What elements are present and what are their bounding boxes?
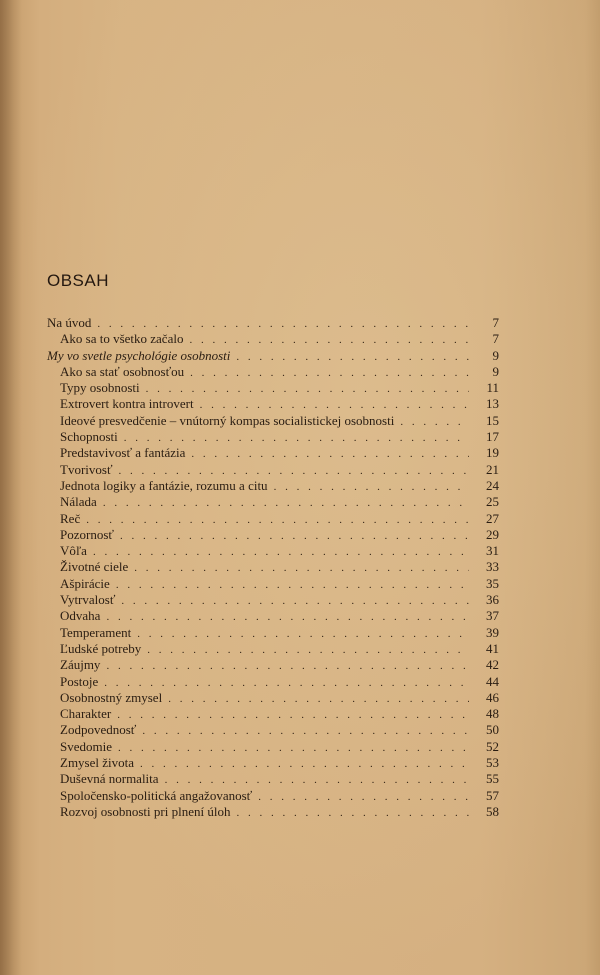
toc-entry-title: Svedomie	[60, 738, 112, 754]
toc-entry-page: 35	[486, 575, 499, 591]
toc-leader-dots	[168, 691, 469, 707]
toc-entry-page: 41	[486, 640, 499, 656]
toc-entry-title: Ako sa to všetko začalo	[60, 331, 184, 347]
toc-entry-page: 48	[486, 706, 499, 722]
toc-leader-dots	[400, 414, 469, 430]
toc-leader-dots	[236, 805, 469, 821]
toc-entry-title: Postoje	[60, 673, 99, 689]
toc-entry	[47, 429, 499, 445]
toc-leader-dots	[140, 756, 469, 772]
toc-entry	[47, 462, 499, 478]
toc-entry	[47, 331, 499, 347]
toc-leader-dots	[147, 642, 469, 658]
toc-entry-page: 15	[486, 412, 499, 428]
toc-leader-dots	[116, 577, 469, 593]
toc-entry-title: Ako sa stať osobnosťou	[60, 363, 185, 379]
toc-leader-dots	[165, 772, 469, 788]
toc-entry-page: 33	[486, 559, 499, 575]
toc-entry-page: 57	[486, 787, 499, 803]
toc-entry-title: Zodpovednosť	[60, 722, 137, 738]
toc-entry-title: Zmysel života	[60, 755, 135, 771]
toc-leader-dots	[97, 316, 469, 332]
toc-entry-page: 9	[492, 347, 499, 363]
toc-list	[47, 315, 499, 820]
toc-entry-page: 39	[486, 624, 499, 640]
toc-entry-title: Charakter	[60, 706, 112, 722]
toc-entry-page: 7	[492, 331, 499, 347]
toc-entry	[47, 396, 499, 412]
toc-entry-page: 29	[486, 526, 499, 542]
toc-entry-title: Životné ciele	[60, 559, 129, 575]
toc-leader-dots	[137, 626, 469, 642]
toc-leader-dots	[86, 512, 469, 528]
toc-entry-title: Tvorivosť	[60, 461, 113, 477]
toc-entry	[47, 315, 499, 331]
toc-leader-dots	[106, 609, 469, 625]
toc-leader-dots	[119, 463, 470, 479]
toc-entry	[47, 755, 499, 771]
toc-entry	[47, 641, 499, 657]
toc-entry	[47, 592, 499, 608]
toc-entry-page: 58	[486, 803, 499, 819]
toc-leader-dots	[258, 789, 469, 805]
toc-entry	[47, 657, 499, 673]
toc-entry	[47, 543, 499, 559]
toc-entry-title: Záujmy	[60, 657, 101, 673]
toc-entry-title: Nálada	[60, 494, 97, 510]
toc-entry	[47, 559, 499, 575]
toc-leader-dots	[134, 560, 469, 576]
toc-entry-page: 46	[486, 689, 499, 705]
toc-entry-title: Odvaha	[60, 608, 101, 624]
toc-entry-title: Reč	[60, 510, 81, 526]
toc-entry-page: 50	[486, 722, 499, 738]
toc-entry-page: 21	[486, 461, 499, 477]
toc-entry	[47, 804, 499, 820]
toc-entry-page: 25	[486, 494, 499, 510]
toc-entry-title: Ašpirácie	[60, 575, 110, 591]
toc-leader-dots	[146, 381, 469, 397]
toc-entry-title: Vytrvalosť	[60, 592, 116, 608]
toc-leader-dots	[121, 593, 469, 609]
toc-entry-page: 37	[486, 608, 499, 624]
toc-entry	[47, 494, 499, 510]
toc-entry	[47, 478, 499, 494]
toc-entry	[47, 364, 499, 380]
toc-entry-page: 36	[486, 592, 499, 608]
toc-entry	[47, 788, 499, 804]
toc-leader-dots	[191, 446, 469, 462]
toc-entry-title: Ľudské potreby	[60, 640, 142, 656]
toc-entry	[47, 527, 499, 543]
toc-leader-dots	[103, 495, 469, 511]
toc-entry	[47, 722, 499, 738]
toc-leader-dots	[200, 397, 469, 413]
toc-entry	[47, 690, 499, 706]
toc-entry-page: 9	[492, 363, 499, 379]
toc-entry	[47, 576, 499, 592]
toc-entry-title: Extrovert kontra introvert	[60, 396, 194, 412]
toc-entry-title: Schopnosti	[60, 429, 118, 445]
toc-entry	[47, 625, 499, 641]
toc-entry	[47, 674, 499, 690]
toc-entry-page: 7	[492, 315, 499, 330]
toc-leader-dots	[142, 723, 469, 739]
toc-entry-page: 42	[486, 657, 499, 673]
toc-heading: OBSAH	[47, 271, 110, 290]
toc-leader-dots	[106, 658, 469, 674]
toc-leader-dots	[190, 365, 469, 381]
toc-entry-page: 55	[486, 771, 499, 787]
toc-entry	[47, 739, 499, 755]
toc-entry-title: Osobnostný zmysel	[60, 689, 163, 705]
gutter-shadow	[0, 0, 22, 975]
toc-entry-title: Typy osobnosti	[60, 380, 140, 396]
toc-leader-dots	[189, 332, 469, 348]
toc-entry-page: 17	[486, 429, 499, 445]
toc-entry	[47, 608, 499, 624]
toc-entry-title: Duševná normalita	[60, 771, 159, 787]
toc-entry-title: Na úvod	[47, 315, 92, 330]
toc-entry-page: 27	[486, 510, 499, 526]
toc-entry-page: 52	[486, 738, 499, 754]
toc-entry-page: 19	[486, 445, 499, 461]
toc-leader-dots	[104, 675, 469, 691]
toc-entry-title: Temperament	[60, 624, 132, 640]
toc-entry-title: Rozvoj osobnosti pri plnení úloh	[60, 803, 231, 819]
toc-entry	[47, 380, 499, 396]
toc-entry-page: 44	[486, 673, 499, 689]
toc-entry	[47, 706, 499, 722]
toc-entry-page: 11	[486, 380, 499, 396]
toc-leader-dots	[93, 544, 469, 560]
toc-entry-title: Spoločensko-politická angažovanosť	[60, 787, 253, 803]
toc-leader-dots	[274, 479, 469, 495]
toc-leader-dots	[120, 528, 469, 544]
toc-entry-title: Jednota logiky a fantázie, rozumu a citu	[60, 477, 268, 493]
toc-entry-page: 53	[486, 755, 499, 771]
toc-entry-page: 31	[486, 543, 499, 559]
toc-entry-title: Pozornosť	[60, 526, 114, 542]
toc-entry	[47, 771, 499, 787]
toc-entry-title: Vôľa	[60, 543, 87, 559]
toc-entry	[47, 445, 499, 461]
toc-entry-title: Predstavivosť a fantázia	[60, 445, 186, 461]
toc-entry-title: My vo svetle psychológie osobnosti	[47, 347, 231, 363]
toc-entry-page: 24	[486, 477, 499, 493]
toc-entry	[47, 413, 499, 429]
toc-entry-title: Ideové presvedčenie – vnútorný kompas socialistickej osobnosti	[60, 412, 395, 428]
toc-leader-dots	[117, 707, 469, 723]
toc-entry-page: 13	[486, 396, 499, 412]
toc-leader-dots	[118, 740, 469, 756]
toc-leader-dots	[124, 430, 469, 446]
toc-entry	[47, 348, 499, 364]
toc-leader-dots	[236, 349, 469, 365]
toc-entry	[47, 511, 499, 527]
